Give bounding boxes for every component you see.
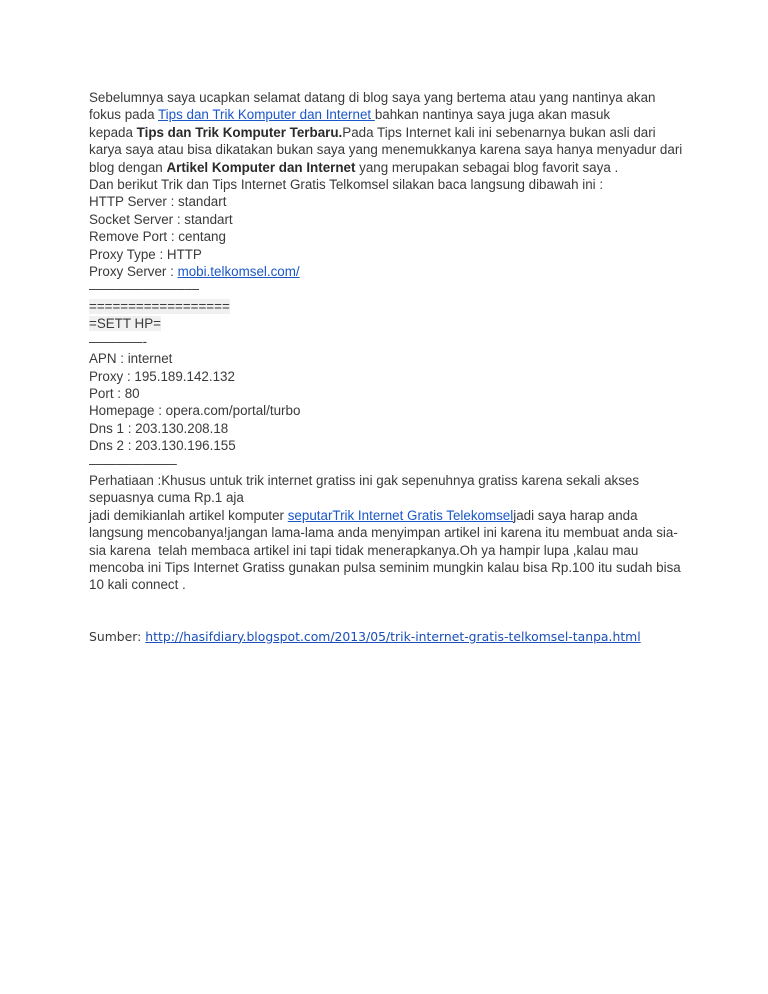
divider-4: ——————– <box>89 455 177 471</box>
trik-internet-gratis-link[interactable]: seputarTrik Internet Gratis Telekomsel <box>287 507 514 523</box>
source-label: Sumber: <box>89 628 146 644</box>
closing-line-3 <box>89 507 689 524</box>
intro-text: blog dengan <box>89 159 167 175</box>
closing-line-6: mencoba ini Tips Internet Gratiss gunakan pulsa seminim mungkin kalau bisa Rp.100 itu sudah bisa <box>89 559 681 575</box>
intro-text: bahkan nantinya saya juga akan masuk <box>374 107 611 123</box>
closing-line-4: langsung mencobanya!jangan lama-lama anda menyimpan artikel ini karena itu membuat anda sia- <box>89 525 678 541</box>
proxy-type-setting: Proxy Type : HTTP <box>89 246 202 262</box>
intro-line-5 <box>89 159 689 176</box>
proxy-setting: Proxy : 195.189.142.132 <box>89 368 235 384</box>
intro-text: yang merupakan sebagai blog favorit saya . <box>355 159 619 175</box>
article-body <box>89 89 689 645</box>
source-link[interactable]: http://hasifdiary.blogspot.com/2013/05/trik-internet-gratis-telkomsel-tanpa.html <box>145 628 641 644</box>
dns2-setting: Dns 2 : 203.130.196.155 <box>89 438 236 454</box>
source-line <box>89 628 689 645</box>
intro-line-1 <box>89 89 689 106</box>
divider-1: ——————–––– <box>89 281 200 297</box>
closing-line-2: sepuasnya cuma Rp.1 aja <box>89 490 244 506</box>
intro-text: kepada <box>89 124 137 140</box>
remove-port-setting: Remove Port : centang <box>89 229 226 245</box>
tips-komputer-internet-link[interactable]: Tips dan Trik Komputer dan Internet <box>158 107 375 123</box>
http-server-setting: HTTP Server : standart <box>89 194 227 210</box>
intro-text: Pada Tips Internet kali ini sebenarnya bukan asli dari <box>342 124 656 140</box>
proxy-server-link[interactable]: mobi.telkomsel.com/ <box>177 264 300 280</box>
intro-text: Dan berikut Trik dan Tips Internet Gratis Telkomsel silakan baca langsung dibawah ini : <box>89 177 604 193</box>
closing-line-5: sia karena telah membaca artikel ini tapi tidak menerapkanya.Oh ya hampir lupa ,kalau mau <box>89 542 639 558</box>
heading-text: =SETT HP= <box>89 316 161 332</box>
socket-server-setting: Socket Server : standart <box>89 211 233 227</box>
homepage-setting: Homepage : opera.com/portal/turbo <box>89 403 301 419</box>
proxy-server-setting <box>89 263 689 280</box>
intro-line-3 <box>89 124 689 141</box>
port-setting: Port : 80 <box>89 385 140 401</box>
divider-2 <box>89 298 689 315</box>
intro-text: fokus pada <box>89 107 158 123</box>
closing-line-1: Perhatiaan :Khusus untuk trik internet gratiss ini gak sepenuhnya gratiss karena sekali akses <box>89 472 640 488</box>
divider-text: ================== <box>89 298 230 314</box>
closing-text: jadi demikianlah artikel komputer <box>89 507 288 523</box>
divider-3: ————- <box>89 333 148 349</box>
bold-phrase: Tips dan Trik Komputer Terbaru. <box>136 124 343 140</box>
closing-text: jadi saya harap anda <box>513 507 638 523</box>
closing-line-7: 10 kali connect . <box>89 577 186 593</box>
intro-text: Sebelumnya saya ucapkan selamat datang di blog saya yang bertema atau yang nantinya akan <box>89 90 656 105</box>
setting-label: Proxy Server : <box>89 264 178 280</box>
intro-line-6 <box>89 176 689 193</box>
intro-line-4 <box>89 141 689 158</box>
sett-hp-heading <box>89 315 689 332</box>
bold-phrase: Artikel Komputer dan Internet <box>166 159 356 175</box>
intro-text: karya saya atau bisa dikatakan bukan saya yang menemukkanya karena saya hanya menyadur dari <box>89 142 683 158</box>
intro-line-2 <box>89 106 689 123</box>
apn-setting: APN : internet <box>89 351 173 367</box>
dns1-setting: Dns 1 : 203.130.208.18 <box>89 420 229 436</box>
spacer <box>89 594 689 628</box>
